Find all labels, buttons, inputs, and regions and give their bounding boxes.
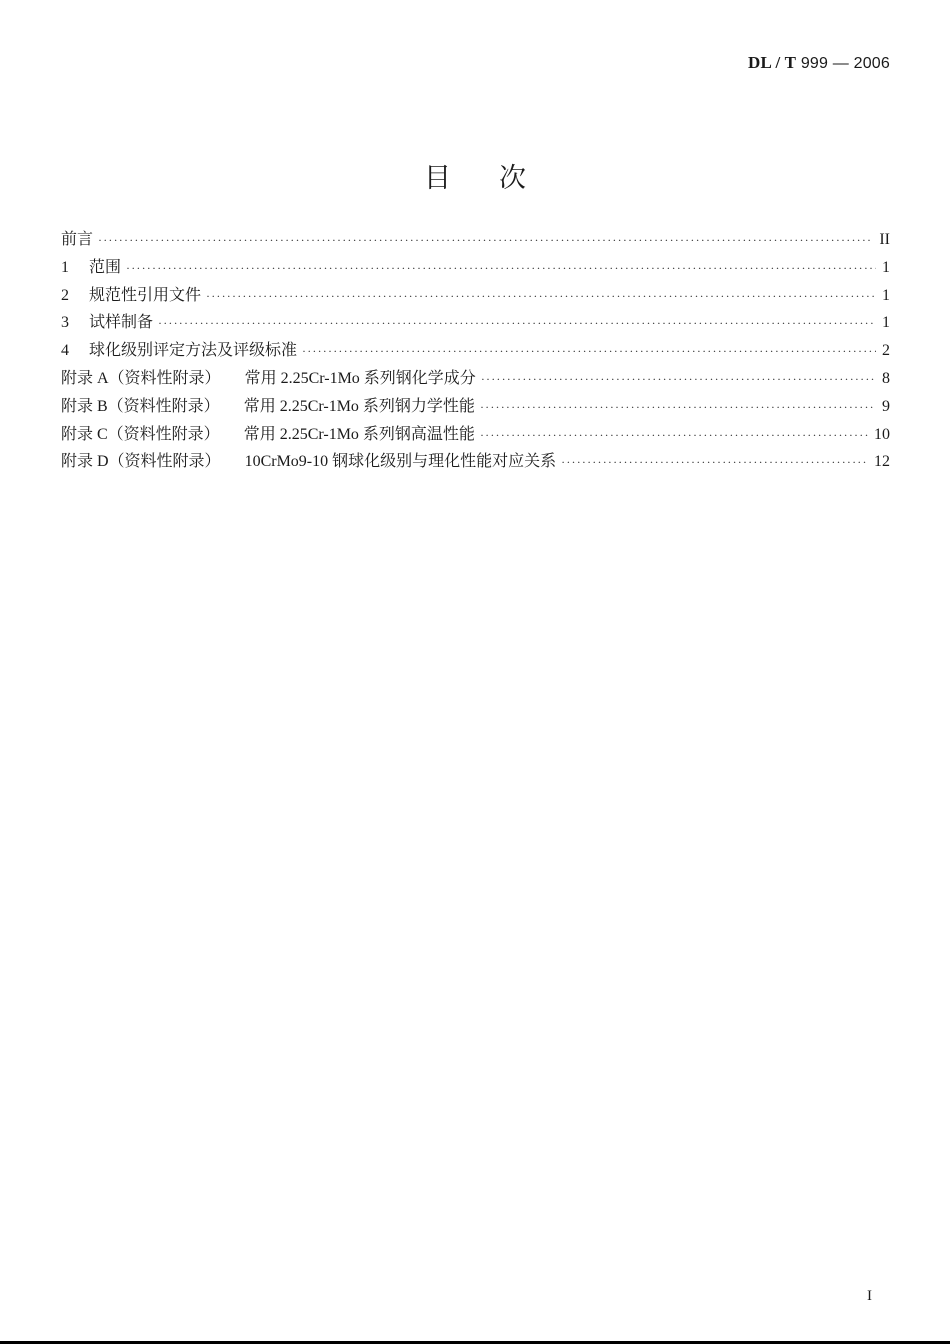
toc-leader-dots [98, 227, 873, 255]
toc-entry-subtitle: 10CrMo9-10 钢球化级别与理化性能对应关系 [244, 453, 557, 471]
toc-leader-dots [206, 283, 876, 311]
toc-leader-dots [126, 255, 876, 283]
toc-entry-page: 2 [882, 342, 890, 360]
toc-entry-label: 前言 [61, 231, 94, 248]
toc-leader-dots [561, 449, 868, 477]
toc-leader-dots [481, 366, 876, 394]
toc-entry-label: 试样制备 [89, 314, 154, 332]
toc-entry-1[interactable] [61, 254, 890, 282]
toc-entry-label: 范围 [89, 258, 122, 276]
toc-entry-label: 附录 C（资料性附录） [61, 425, 220, 443]
toc-entry-label: 附录 A（资料性附录） [61, 369, 221, 387]
page-number: I [867, 1288, 872, 1304]
page-title: 目次 [424, 163, 574, 195]
toc-entry-appendix-a[interactable] [61, 365, 890, 393]
toc-leader-dots [158, 310, 876, 338]
standard-prefix: DL / T [748, 53, 797, 72]
toc-entry-subtitle: 常用 2.25Cr-1Mo 系列钢力学性能 [243, 397, 475, 415]
toc-entry-label: 规范性引用文件 [89, 286, 202, 304]
toc-entry-appendix-b[interactable] [61, 393, 890, 421]
toc-entry-subtitle: 常用 2.25Cr-1Mo 系列钢高温性能 [243, 425, 475, 443]
toc-entry-2[interactable] [61, 282, 890, 310]
standard-code [748, 53, 890, 73]
toc-entry-number: 1 [61, 258, 69, 276]
toc-entry-number: 4 [61, 342, 69, 360]
toc-entry-appendix-d[interactable] [61, 448, 890, 476]
toc-entry-label: 附录 B（资料性附录） [61, 397, 220, 415]
toc-entry-number: 2 [61, 286, 69, 304]
toc-entry-4[interactable] [61, 337, 890, 365]
toc-entry-page: 1 [882, 314, 890, 332]
toc-entry-subtitle: 常用 2.25Cr-1Mo 系列钢化学成分 [244, 369, 476, 387]
toc-entry-page: 9 [882, 397, 890, 415]
toc-entry-page: 8 [882, 369, 890, 387]
toc-entry-page: 12 [874, 453, 890, 471]
toc-entry-page: 1 [882, 258, 890, 276]
toc-leader-dots [480, 422, 868, 450]
standard-number: 999 — 2006 [796, 55, 890, 72]
toc-leader-dots [302, 338, 876, 366]
toc-entry-page: 1 [882, 286, 890, 304]
toc-entry-appendix-c[interactable] [61, 421, 890, 449]
toc-leader-dots [480, 394, 876, 422]
toc-entry-3[interactable] [61, 309, 890, 337]
table-of-contents [61, 226, 890, 476]
toc-entry-number: 3 [61, 314, 69, 332]
toc-entry-label: 附录 D（资料性附录） [61, 453, 221, 471]
toc-entry-page: 10 [874, 425, 890, 443]
toc-entry-foreword[interactable] [61, 226, 890, 254]
toc-entry-page: II [879, 231, 890, 248]
toc-entry-label: 球化级别评定方法及评级标准 [89, 342, 298, 360]
